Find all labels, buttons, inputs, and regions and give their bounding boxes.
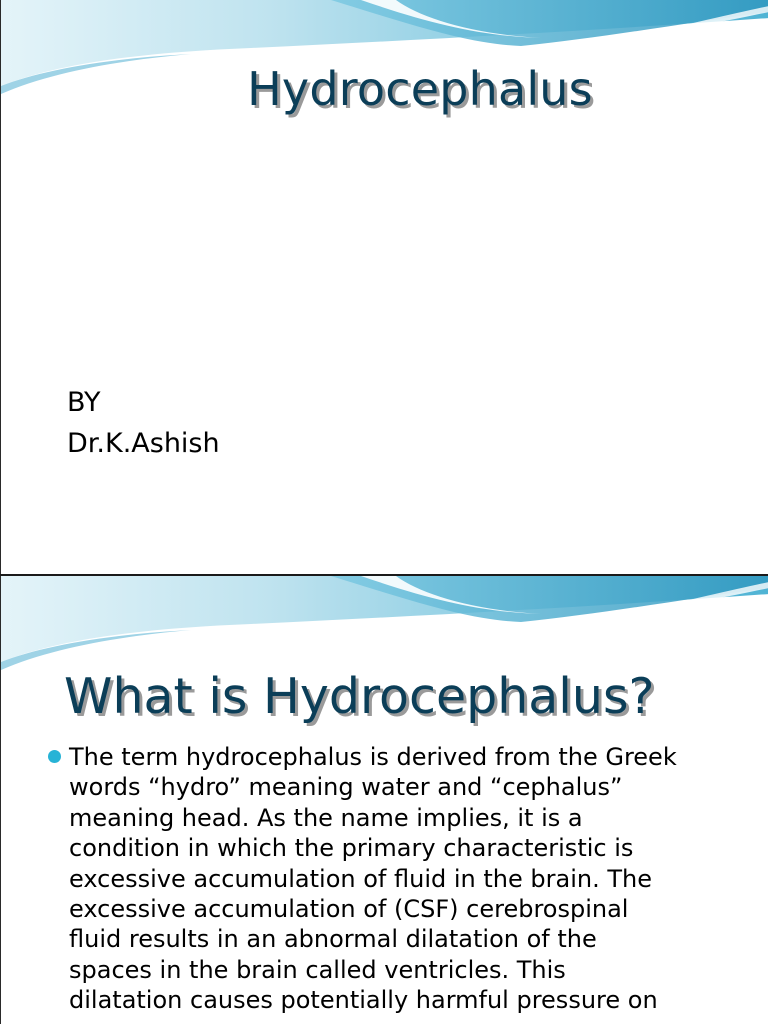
bullet-list (48, 742, 748, 1016)
author-byline (67, 382, 220, 464)
byline-label: BY (67, 387, 101, 418)
bullet-line: dilatation causes potentially harmful pressure on (69, 986, 658, 1015)
bullet-dot-icon (48, 750, 61, 763)
slide-title: What is Hydrocephalus? (64, 668, 655, 725)
bullet-line: meaning head. As the name implies, it is a (69, 803, 583, 832)
bullet-line: The term hydrocephalus is derived from the Greek (69, 743, 677, 771)
bullet-line: excessive accumulation of (CSF) cerebrospinal (69, 895, 629, 924)
bullet-item (48, 742, 748, 1016)
slide-divider (0, 574, 768, 576)
author-name: Dr.K.Ashish (67, 428, 220, 459)
header-wave-decoration (1, 576, 768, 676)
bullet-line: excessive accumulation of fluid in the brain. The (69, 864, 652, 893)
bullet-line: words “hydro” meaning water and “cephalus” (69, 773, 623, 802)
slide-title: Hydrocephalus (247, 62, 593, 116)
bullet-line: condition in which the primary characteristic is (69, 834, 634, 863)
bullet-line: fluid results in an abnormal dilatation of the (69, 925, 597, 954)
bullet-line: spaces in the brain called ventricles. This (69, 955, 566, 984)
